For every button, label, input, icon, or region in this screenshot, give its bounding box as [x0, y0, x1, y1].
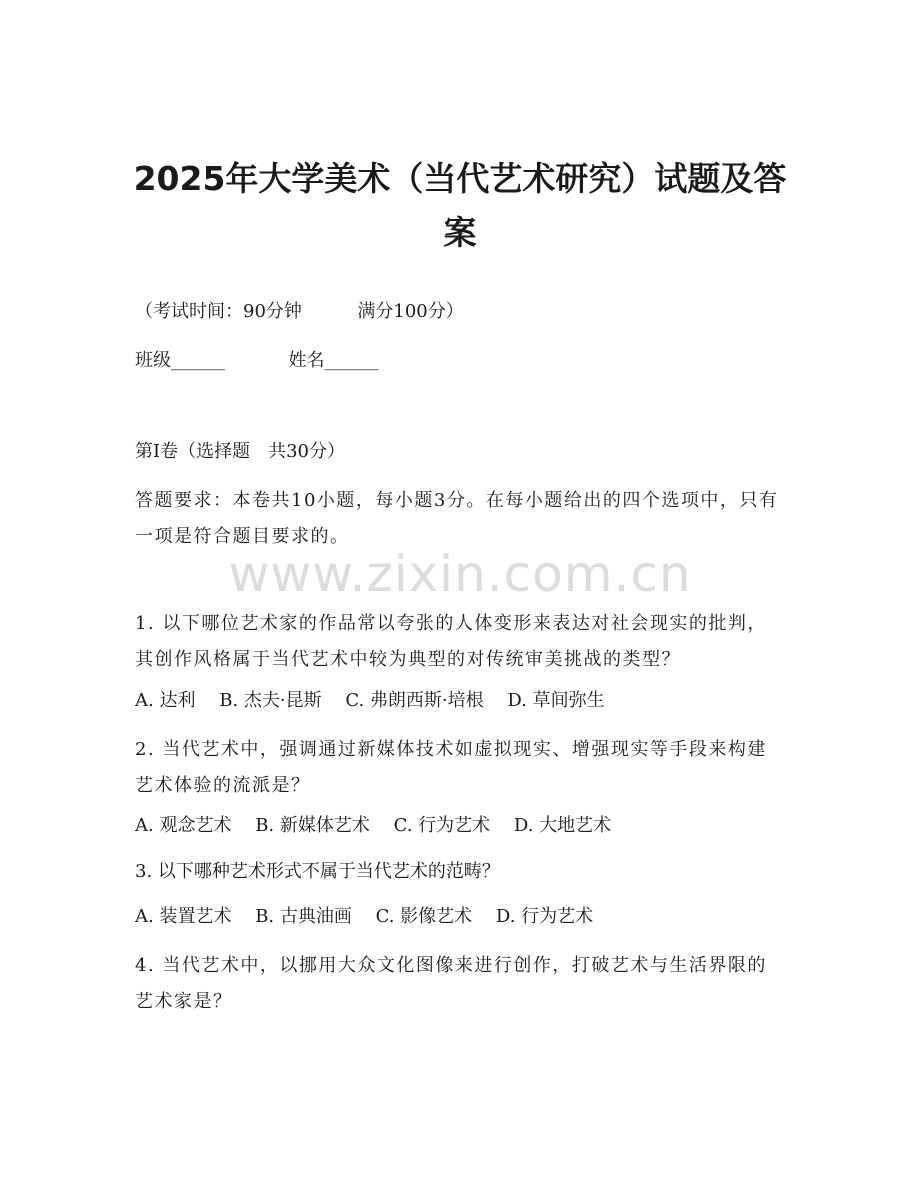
question-1-text: 1. 以下哪位艺术家的作品常以夸张的人体变形来表达对社会现实的批判，其创作风格属于当代艺术中较为典型的对传统审美挑战的类型？: [135, 613, 767, 670]
option: A. 装置艺术: [135, 906, 232, 927]
question-1-options: [135, 683, 785, 719]
section-instructions: 答题要求：本卷共10小题，每小题3分。在每小题给出的四个选项中，只有一项是符合题目要求的。: [135, 490, 779, 547]
section-heading: 第I卷（选择题 共30分）: [135, 441, 346, 462]
class-field: 班级______: [135, 350, 225, 371]
exam-score: 满分100分）: [357, 301, 464, 322]
option: D. 草间弥生: [507, 690, 605, 711]
option: A. 观念艺术: [135, 815, 232, 836]
option: A. 达利: [135, 690, 196, 711]
option: C. 行为艺术: [393, 815, 491, 836]
option: D. 行为艺术: [495, 906, 594, 927]
exam-time: （考试时间：90分钟: [135, 301, 302, 322]
exam-info: [135, 294, 785, 330]
question-3-options: [135, 899, 785, 935]
option: C. 弗朗西斯·培根: [345, 690, 484, 711]
option: C. 影像艺术: [375, 906, 473, 927]
option: D. 大地艺术: [513, 815, 612, 836]
student-fields: [135, 343, 785, 379]
question-2-text: 2. 当代艺术中，强调通过新媒体技术如虚拟现实、增强现实等手段来构建艺术体验的流派是？: [135, 739, 767, 796]
question-2-options: [135, 808, 785, 844]
watermark: www.zixin.com.cn: [228, 545, 692, 603]
option: B. 杰夫·昆斯: [219, 690, 322, 711]
question-4-text: 4. 当代艺术中，以挪用大众文化图像来进行创作，打破艺术与生活界限的艺术家是？: [135, 955, 767, 1012]
option: B. 古典油画: [255, 906, 352, 927]
option: B. 新媒体艺术: [255, 815, 370, 836]
document-title: 2025年大学美术（当代艺术研究）试题及答案: [133, 159, 787, 252]
question-3-text: 3. 以下哪种艺术形式不属于当代艺术的范畴？: [135, 861, 500, 882]
name-field: 姓名______: [288, 350, 379, 371]
